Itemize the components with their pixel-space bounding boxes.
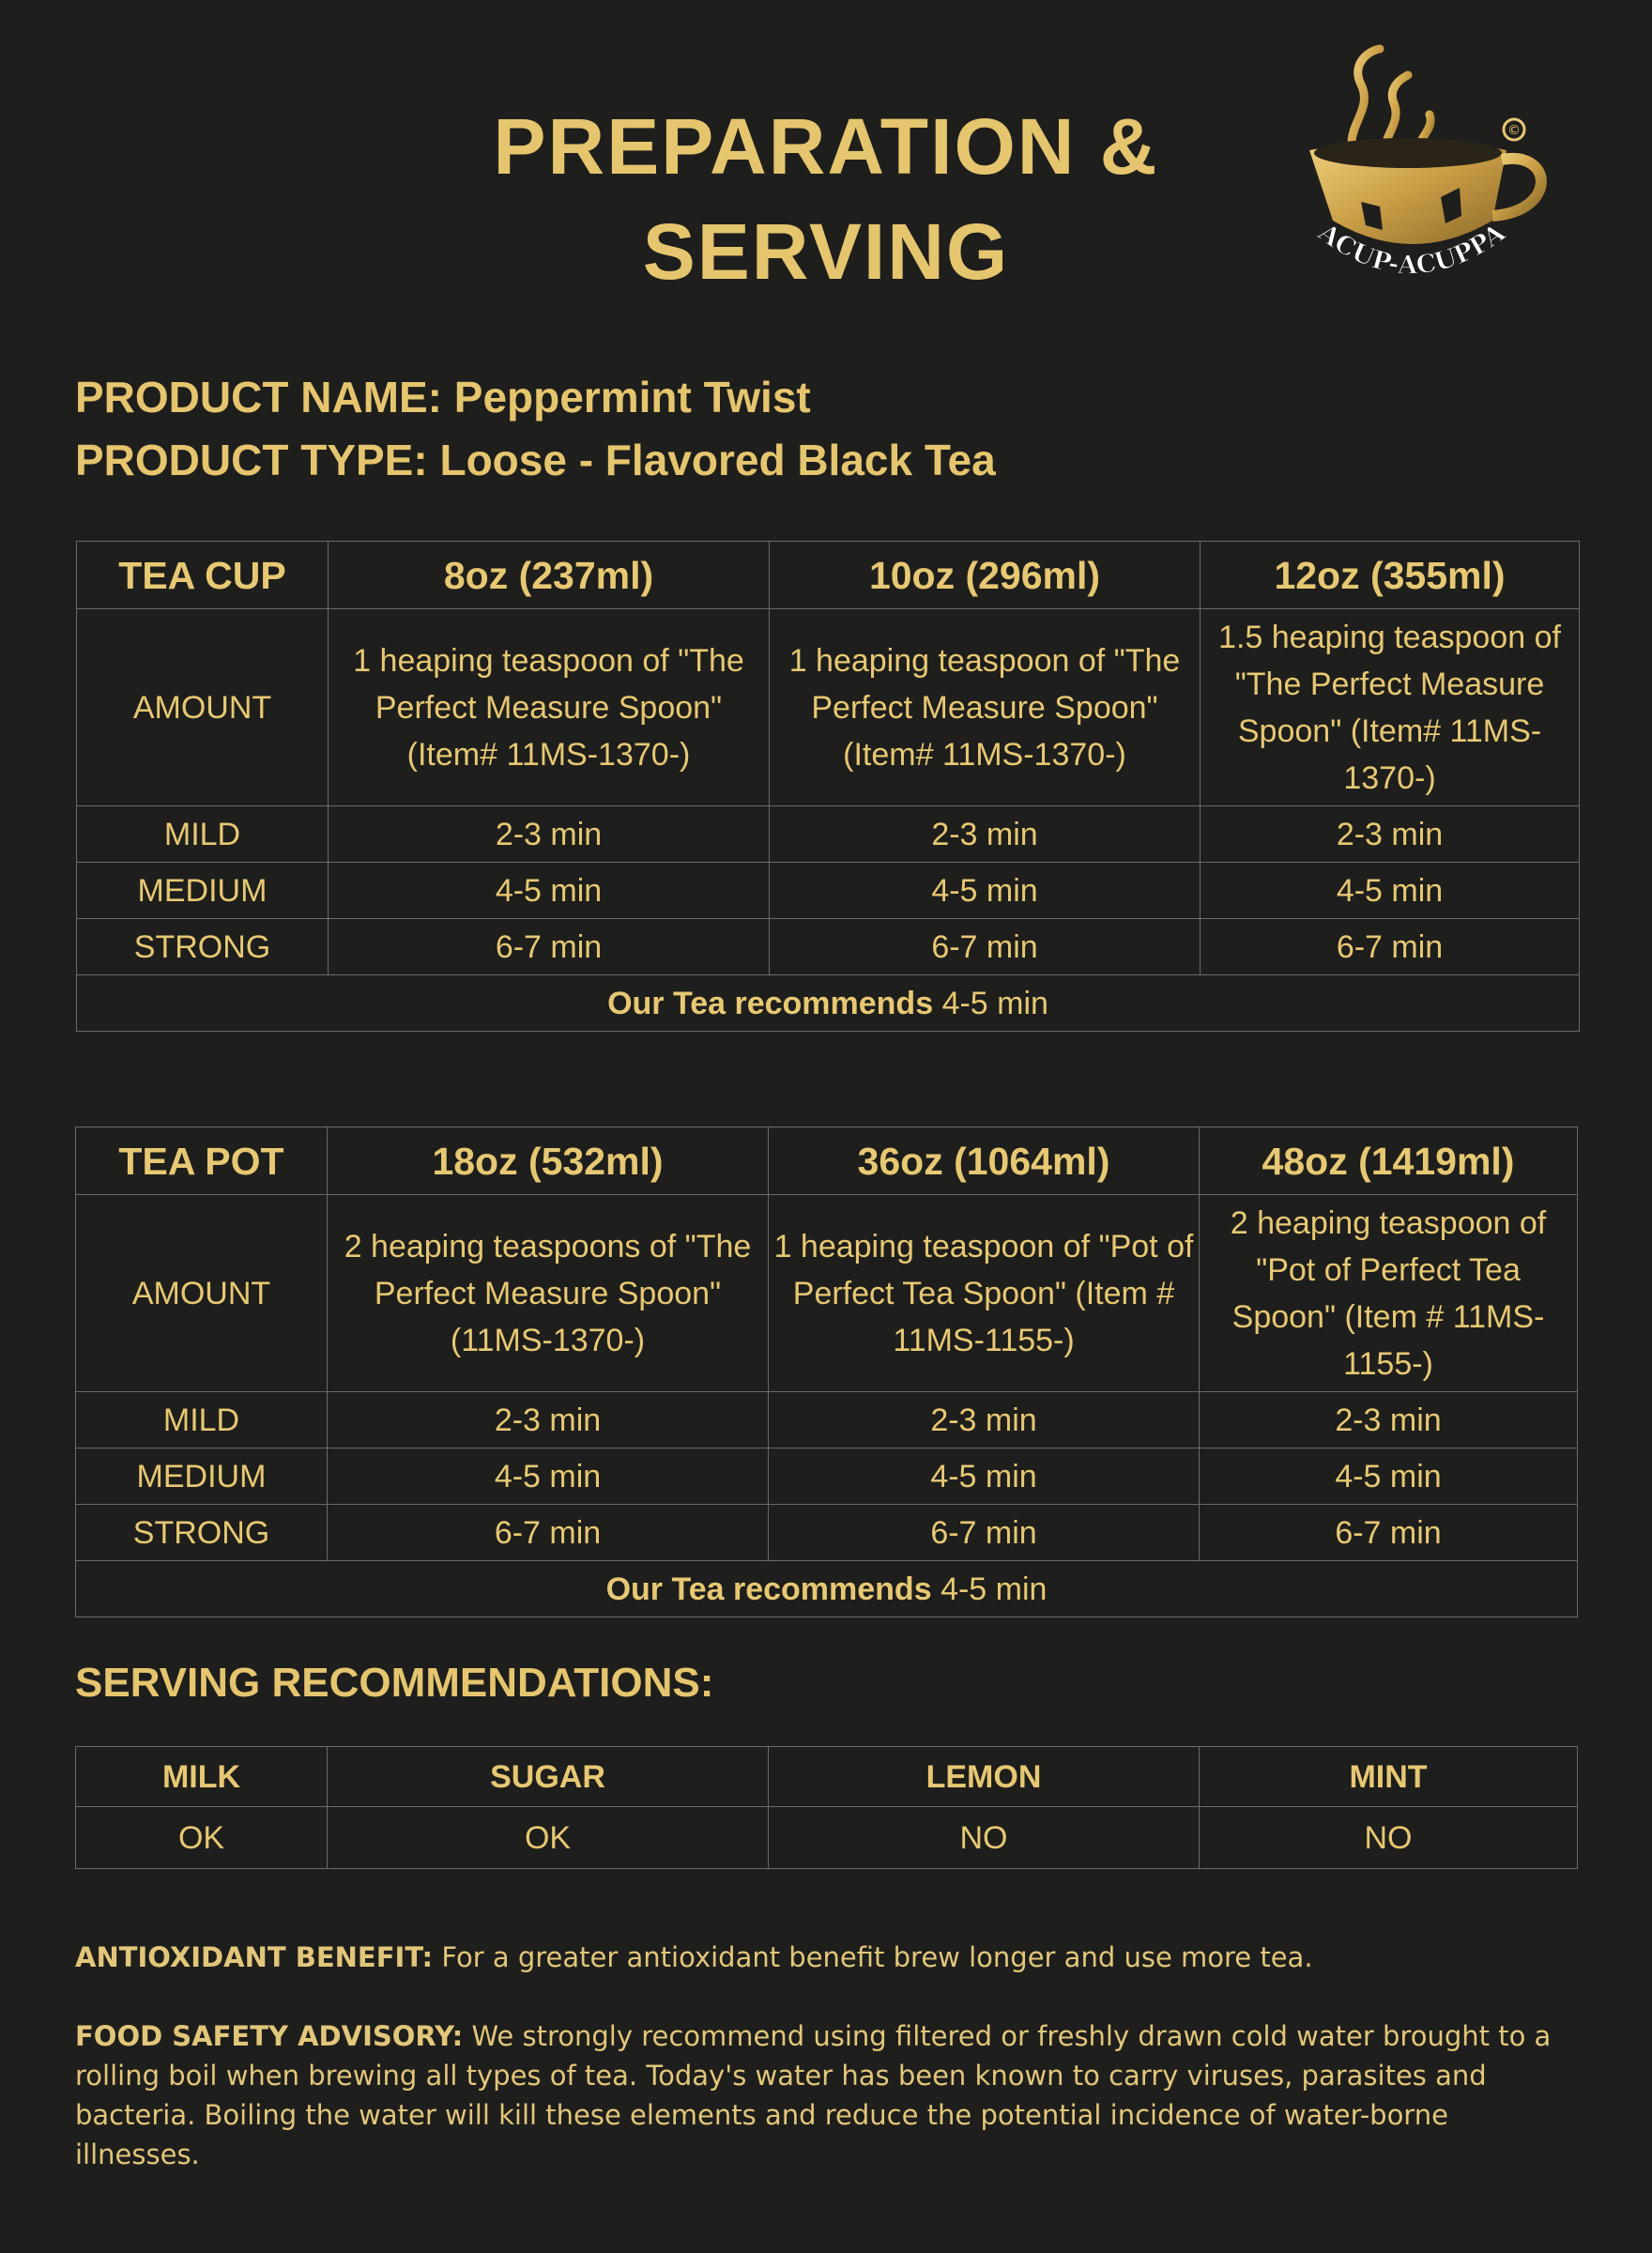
strength-label: MILD (77, 806, 329, 863)
tea-pot-size-36oz: 36oz (1064ml) (769, 1127, 1200, 1195)
tea-cup-mild-row (77, 806, 1580, 863)
antioxidant-text: For a greater antioxidant benefit brew longer and use more tea. (441, 1941, 1313, 1973)
product-name (75, 372, 811, 422)
tea-cup-header-row (77, 542, 1580, 609)
tea-cup-size-10oz: 10oz (296ml) (770, 542, 1201, 609)
cup-icon (1309, 138, 1541, 244)
product-name-value: Peppermint Twist (453, 373, 811, 421)
page-title-line-1: PREPARATION & (493, 102, 1159, 191)
logo-wordmark: ACUP-ACUPPA (1312, 218, 1511, 281)
tea-cup-amount-row (77, 609, 1580, 806)
strength-label: MEDIUM (77, 863, 329, 919)
serving-header-row (76, 1747, 1578, 1807)
time-cell: 4-5 min (1201, 863, 1580, 919)
time-cell: 2-3 min (1200, 1392, 1578, 1448)
time-cell: 6-7 min (1201, 919, 1580, 975)
strength-label: STRONG (76, 1505, 328, 1561)
product-name-label: PRODUCT NAME: (75, 373, 442, 421)
tea-pot-header-row (76, 1127, 1578, 1195)
amount-cell: 2 heaping teaspoons of "The Perfect Measure Spoon" (11MS-1370-) (328, 1195, 769, 1392)
copyright-icon: © (1507, 123, 1521, 138)
tea-cup-size-12oz: 12oz (355ml) (1201, 542, 1580, 609)
time-cell: 4-5 min (770, 863, 1201, 919)
acup-acuppa-logo (1272, 38, 1553, 310)
tea-cup-strong-row (77, 919, 1580, 975)
serving-table (75, 1746, 1578, 1869)
time-cell: 6-7 min (770, 919, 1201, 975)
tea-pot-size-18oz: 18oz (532ml) (328, 1127, 769, 1195)
strength-label: MILD (76, 1392, 328, 1448)
time-cell: 2-3 min (1201, 806, 1580, 863)
food-safety-text: We strongly recommend using filtered or freshly drawn cold water brought to a rolling boil when brewing all types of tea. Today's water has been known to carry viruses, parasites and bacteria. Boiling the water will kill these elements and reduce the potential incidence of water-borne illnesses. (75, 2020, 1552, 2170)
food-safety-label: FOOD SAFETY ADVISORY: (75, 2020, 464, 2052)
tea-cup-recommend-row (77, 975, 1580, 1032)
amount-cell: 1.5 heaping teaspoon of "The Perfect Measure Spoon" (Item# 11MS-1370-) (1201, 609, 1580, 806)
antioxidant-label: ANTIOXIDANT BENEFIT: (75, 1941, 434, 1973)
amount-label: AMOUNT (77, 609, 329, 806)
recommendation (77, 975, 1580, 1032)
time-cell: 2-3 min (769, 1392, 1200, 1448)
serving-lemon-header: LEMON (769, 1747, 1200, 1807)
tea-pot-amount-row (76, 1195, 1578, 1392)
tea-pot-recommend-row (76, 1561, 1578, 1617)
amount-cell: 2 heaping teaspoon of "Pot of Perfect Tea Spoon" (Item # 11MS-1155-) (1200, 1195, 1578, 1392)
time-cell: 2-3 min (770, 806, 1201, 863)
amount-cell: 1 heaping teaspoon of "The Perfect Measure Spoon" (Item# 11MS-1370-) (770, 609, 1201, 806)
tea-cup-header: TEA CUP (77, 542, 329, 609)
recommend-label: Our Tea recommends (607, 985, 934, 1021)
tea-pot-header: TEA POT (76, 1127, 328, 1195)
tea-pot-size-48oz: 48oz (1419ml) (1200, 1127, 1578, 1195)
strength-label: MEDIUM (76, 1448, 328, 1505)
serving-sugar-value: OK (328, 1807, 769, 1869)
page-title (357, 94, 1295, 304)
product-type-value: Loose - Flavored Black Tea (439, 436, 996, 484)
tea-cup-medium-row (77, 863, 1580, 919)
time-cell: 4-5 min (328, 1448, 769, 1505)
serving-milk-header: MILK (76, 1747, 328, 1807)
time-cell: 6-7 min (1200, 1505, 1578, 1561)
page-title-line-2: SERVING (642, 207, 1010, 296)
food-safety-advisory (75, 2016, 1577, 2174)
time-cell: 2-3 min (329, 806, 770, 863)
serving-sugar-header: SUGAR (328, 1747, 769, 1807)
amount-cell: 1 heaping teaspoon of "Pot of Perfect Tea Spoon" (Item # 11MS-1155-) (769, 1195, 1200, 1392)
recommend-label: Our Tea recommends (605, 1571, 932, 1607)
tea-cup-table (76, 541, 1580, 1032)
recommendation (76, 1561, 1578, 1617)
tea-pot-table (75, 1126, 1578, 1617)
amount-cell: 1 heaping teaspoon of "The Perfect Measure Spoon" (Item# 11MS-1370-) (329, 609, 770, 806)
tea-cup-size-8oz: 8oz (237ml) (329, 542, 770, 609)
tea-pot-medium-row (76, 1448, 1578, 1505)
tea-pot-strong-row (76, 1505, 1578, 1561)
time-cell: 6-7 min (328, 1505, 769, 1561)
time-cell: 4-5 min (769, 1448, 1200, 1505)
time-cell: 4-5 min (1200, 1448, 1578, 1505)
amount-label: AMOUNT (76, 1195, 328, 1392)
time-cell: 2-3 min (328, 1392, 769, 1448)
recommend-value: 4-5 min (941, 1571, 1048, 1607)
tea-pot-mild-row (76, 1392, 1578, 1448)
serving-milk-value: OK (76, 1807, 328, 1869)
product-type (75, 435, 996, 485)
serving-recommendations-heading: SERVING RECOMMENDATIONS: (75, 1660, 714, 1706)
antioxidant-benefit (75, 1938, 1577, 1977)
strength-label: STRONG (77, 919, 329, 975)
time-cell: 6-7 min (769, 1505, 1200, 1561)
time-cell: 6-7 min (329, 919, 770, 975)
product-type-label: PRODUCT TYPE: (75, 436, 428, 484)
recommend-value: 4-5 min (941, 985, 1048, 1021)
serving-lemon-value: NO (769, 1807, 1200, 1869)
serving-mint-header: MINT (1200, 1747, 1578, 1807)
time-cell: 4-5 min (329, 863, 770, 919)
serving-mint-value: NO (1200, 1807, 1578, 1869)
serving-values-row (76, 1807, 1578, 1869)
